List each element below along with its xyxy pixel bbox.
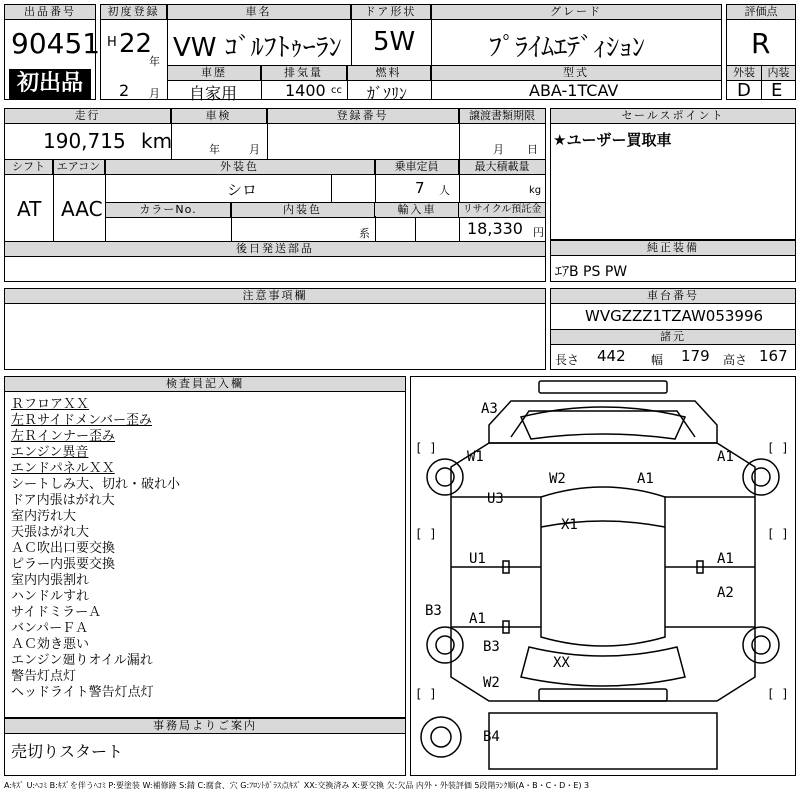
interior-grade: E bbox=[771, 80, 783, 101]
dims-label: 諸元 bbox=[551, 330, 795, 345]
lot-box bbox=[4, 4, 101, 100]
damage-mark: A1 bbox=[637, 471, 654, 487]
max-load-label: 最大積載量 bbox=[459, 160, 545, 175]
reg-year: 22 bbox=[119, 29, 153, 59]
later-parts-label: 後日発送部品 bbox=[5, 242, 545, 257]
inspector-note: 天張はがれ大 bbox=[11, 525, 90, 540]
damage-mark: U3 bbox=[487, 491, 504, 507]
inspector-note: 室内内張割れ bbox=[11, 573, 90, 588]
lot-number: 90451 bbox=[11, 27, 101, 60]
mileage-label: 走行 bbox=[5, 109, 171, 124]
inspector-label: 検査員記入欄 bbox=[5, 377, 405, 392]
score-label: 評価点 bbox=[727, 5, 795, 20]
shift-label: シフト bbox=[5, 160, 53, 175]
caution-label: 注意事項欄 bbox=[5, 289, 545, 304]
grade: ﾌﾟﾗｲﾑｴﾃﾞｨｼｮﾝ bbox=[489, 33, 646, 63]
inspector-note: ＲフロアＸＸ bbox=[11, 397, 90, 412]
height: 167 bbox=[759, 347, 788, 365]
seats: 7 bbox=[415, 179, 425, 197]
ac: AAC bbox=[61, 197, 103, 221]
damage-mark: A3 bbox=[481, 401, 498, 417]
height-label: 高さ bbox=[723, 353, 748, 367]
seats-label: 乗車定員 bbox=[375, 160, 459, 175]
inspector-note: ヘッドライト警告灯点灯 bbox=[11, 685, 154, 700]
transfer-month: 月 bbox=[493, 143, 504, 156]
reg-no-label: 登録番号 bbox=[267, 109, 459, 124]
displacement-label: 排気量 bbox=[261, 66, 347, 81]
damage-diagram bbox=[410, 376, 796, 776]
sales-point-label: セールスポイント bbox=[551, 109, 795, 124]
inspector-note: エンドパネルＸＸ bbox=[11, 461, 115, 476]
recycle-unit: 円 bbox=[533, 226, 544, 239]
lot-label: 出品番号 bbox=[5, 5, 95, 20]
office-text: 売切りスタート bbox=[11, 742, 124, 761]
sales-point-box bbox=[550, 108, 796, 240]
damage-mark: A2 bbox=[717, 585, 734, 601]
inspector-notes bbox=[11, 397, 180, 701]
damage-mark: B3 bbox=[483, 639, 500, 655]
damage-mark: A1 bbox=[469, 611, 486, 627]
damage-mark: B3 bbox=[425, 603, 442, 619]
ext-color-label: 外装色 bbox=[105, 160, 375, 175]
damage-mark: A1 bbox=[717, 551, 734, 567]
displacement-unit: cc bbox=[331, 85, 342, 96]
inspector-note: 左Ｒインナー歪み bbox=[11, 429, 116, 444]
year-unit: 年 bbox=[149, 55, 160, 68]
inspector-note: バンパーＦＡ bbox=[11, 621, 89, 636]
inspector-note: エンジン廻りオイル漏れ bbox=[11, 653, 153, 668]
car-name: VW ｺﾞﾙﾌﾄｩｰﾗﾝ bbox=[173, 33, 342, 63]
name-label: 車名 bbox=[167, 5, 351, 20]
legend: A:ｷｽﾞ U:ﾍｺﾐ B:ｷｽﾞを伴うﾍｺﾐ P:要塗装 W:補修跡 S:錆 C:腐食、穴 G:ﾌﾛﾝﾄｶﾞﾗｽ点ｷｽﾞ XX:交換済み X:要交換 欠:欠品 内外・外装評価 5段階ﾗﾝｸ順(A・B・C・D・E) 3 bbox=[4, 781, 590, 790]
inspector-note: ピラー内張要交換 bbox=[11, 557, 116, 572]
inspection-year-unit: 年 bbox=[209, 143, 220, 156]
length-label: 長さ bbox=[555, 353, 580, 367]
mileage-unit: km bbox=[141, 129, 173, 153]
equipment-label: 純正装備 bbox=[551, 241, 795, 256]
history-label: 車歴 bbox=[168, 66, 261, 81]
inspector-note: 警告灯点灯 bbox=[11, 669, 77, 684]
exterior-grade: D bbox=[737, 80, 751, 101]
displacement: 1400 bbox=[285, 81, 326, 100]
door-type: 5W bbox=[373, 27, 416, 57]
length: 442 bbox=[597, 347, 626, 365]
bracket-mark: [ ] bbox=[767, 441, 789, 455]
color-no-label: カラーNo. bbox=[106, 203, 231, 218]
damage-mark: W1 bbox=[467, 449, 484, 465]
inspector-note: ドア内張はがれ大 bbox=[11, 493, 115, 508]
caution-box bbox=[4, 288, 546, 370]
sales-point-text: ★ユーザー買取車 bbox=[553, 131, 672, 149]
width: 179 bbox=[681, 347, 710, 365]
width-label: 幅 bbox=[651, 353, 664, 367]
damage-mark: XX bbox=[553, 655, 570, 671]
damage-mark: X1 bbox=[561, 517, 578, 533]
equipment-box bbox=[550, 240, 796, 282]
car-diagram-svg bbox=[411, 377, 795, 775]
damage-mark: U1 bbox=[469, 551, 486, 567]
ext-color: シロ bbox=[227, 181, 258, 199]
inspector-note: サイドミラーＡ bbox=[11, 605, 102, 620]
recycle-amount: 18,330 bbox=[467, 219, 523, 238]
equipment-text: ｴｱB PS PW bbox=[555, 264, 628, 280]
history: 自家用 bbox=[189, 84, 238, 103]
model-code: ABA-1TCAV bbox=[529, 81, 619, 100]
era: H bbox=[107, 35, 117, 50]
damage-mark: W2 bbox=[549, 471, 566, 487]
mileage: 190,715 bbox=[43, 129, 126, 153]
office-box bbox=[4, 718, 406, 776]
int-color-label: 内装色 bbox=[231, 203, 375, 218]
bracket-mark: [ ] bbox=[415, 441, 437, 455]
inspector-box bbox=[4, 376, 406, 718]
damage-mark: A1 bbox=[717, 449, 734, 465]
fuel: ｶﾞｿﾘﾝ bbox=[367, 84, 408, 103]
chassis-label: 車台番号 bbox=[551, 289, 795, 304]
damage-mark: B4 bbox=[483, 729, 500, 745]
recycle-label: リサイクル預託金 bbox=[459, 203, 545, 218]
month-unit: 月 bbox=[149, 87, 160, 100]
specs-block bbox=[4, 108, 546, 282]
first-listing-badge: 初出品 bbox=[9, 69, 91, 99]
chassis-number: WVGZZZ1TZAW053996 bbox=[585, 307, 764, 325]
bracket-mark: [ ] bbox=[767, 687, 789, 701]
inspection-month-unit: 月 bbox=[249, 143, 260, 156]
score: R bbox=[751, 27, 771, 60]
fuel-label: 燃料 bbox=[347, 66, 431, 81]
interior-label: 内装 bbox=[762, 66, 795, 81]
inspector-note: ＡＣ吹出口要交換 bbox=[11, 541, 116, 556]
bracket-mark: [ ] bbox=[415, 687, 437, 701]
grade-label: グレード bbox=[431, 5, 721, 20]
import-label: 輸入車 bbox=[376, 203, 459, 218]
chassis-box bbox=[550, 288, 796, 370]
inspector-note: 室内汚れ大 bbox=[11, 509, 77, 524]
inspector-note: 左Ｒサイドメンバー歪み bbox=[11, 413, 153, 428]
inspection-label: 車検 bbox=[171, 109, 267, 124]
inspector-note: ＡＣ効き悪い bbox=[11, 637, 90, 652]
damage-mark: W2 bbox=[483, 675, 500, 691]
first-reg-label: 初度登録 bbox=[101, 5, 167, 20]
model-label: 型式 bbox=[431, 66, 721, 81]
seats-unit: 人 bbox=[439, 184, 450, 197]
inspector-note: ハンドルすれ bbox=[11, 589, 90, 604]
exterior-label: 外装 bbox=[727, 66, 761, 81]
transfer-label: 譲渡書類期限 bbox=[459, 109, 545, 124]
int-color-suffix: 系 bbox=[359, 227, 370, 240]
bracket-mark: [ ] bbox=[767, 527, 789, 541]
transfer-day: 日 bbox=[527, 143, 538, 156]
door-label: ドア形状 bbox=[351, 5, 431, 20]
max-load-unit: kg bbox=[529, 185, 542, 196]
reg-month: 2 bbox=[119, 81, 130, 100]
office-label: 事務局よりご案内 bbox=[5, 719, 405, 734]
inspector-note: シートしみ大、切れ・破れ小 bbox=[11, 477, 181, 492]
vehicle-header bbox=[100, 4, 722, 103]
bracket-mark: [ ] bbox=[415, 527, 437, 541]
ac-label: エアコン bbox=[53, 160, 105, 175]
score-box bbox=[726, 4, 796, 100]
shift: AT bbox=[17, 197, 42, 221]
inspector-note: エンジン異音 bbox=[11, 445, 89, 460]
